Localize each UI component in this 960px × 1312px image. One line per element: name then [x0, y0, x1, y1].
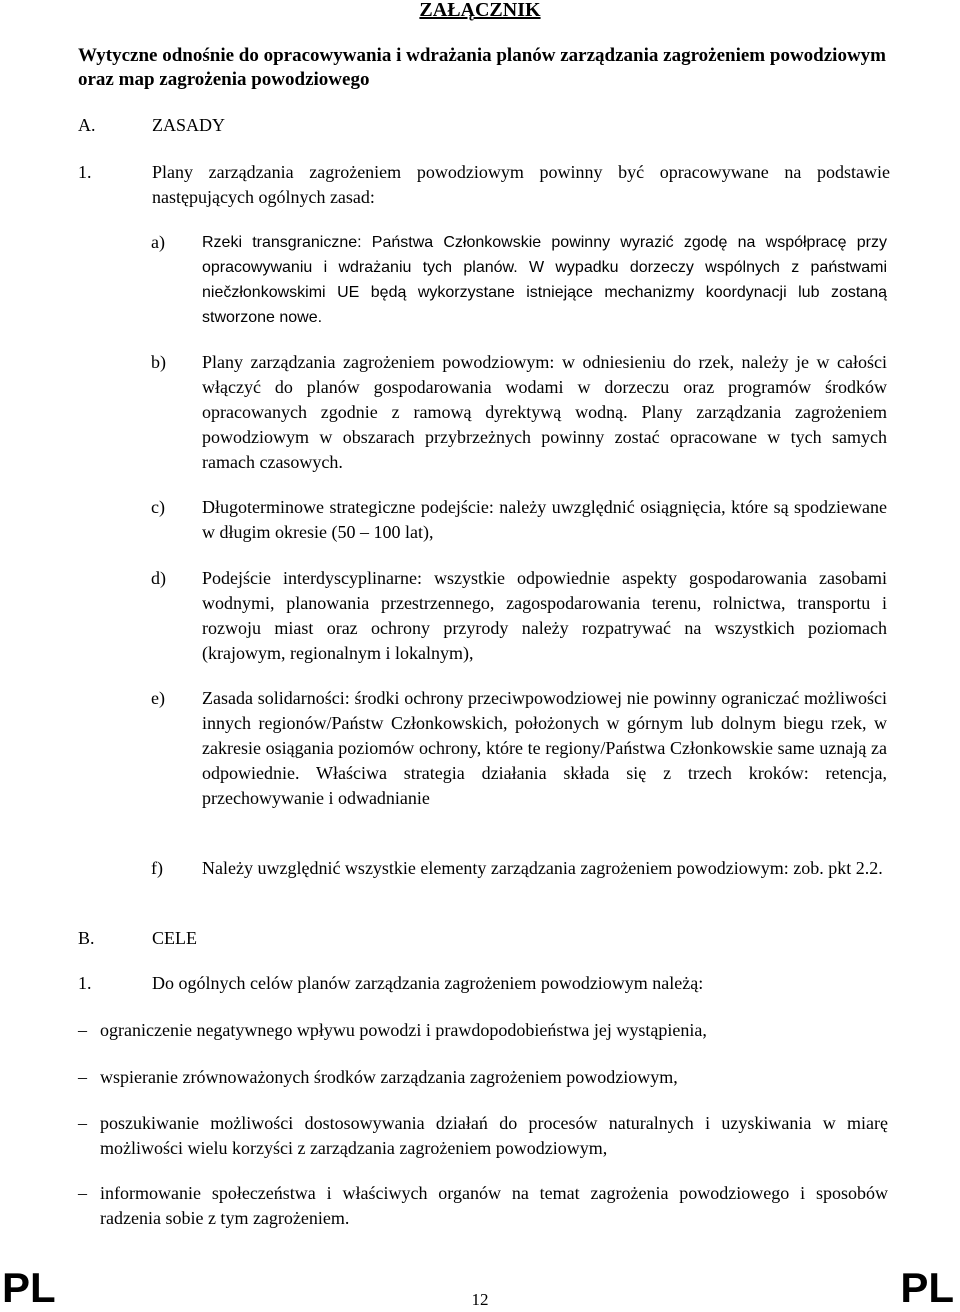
list-item-label: f): [151, 858, 163, 878]
language-code-left: PL: [2, 1264, 56, 1311]
bullet-text: informowanie społeczeństwa i właściwych organów na temat zagrożenia powodziowego i sposobów radzenia sobie z tym zagrożeniem.: [100, 1183, 888, 1228]
list-item-e: [151, 686, 887, 811]
list-item-b: [151, 350, 887, 475]
bullet-item: [78, 1065, 888, 1090]
list-item-text: Rzeki transgraniczne: Państwa Członkowskie powinny wyrazić zgodę na współpracę przy opracowywaniu i wdrażaniu tych planów. W wypadku dorzeczy wspólnych z państwami niečzłonkowskimi UE będą wykorzystane istniejące mechanizmy koordynacji lub zostaną stworzone nowe.: [202, 234, 887, 326]
dash-icon: –: [78, 1020, 87, 1040]
list-item-label: c): [151, 497, 165, 517]
point-a1-label: 1.: [78, 162, 92, 182]
dash-icon: –: [78, 1183, 87, 1203]
list-item-c: [151, 495, 887, 545]
annex-heading: ZAŁĄCZNIK: [419, 0, 541, 21]
point-b1-label: 1.: [78, 973, 92, 993]
section-a-label: A.: [78, 115, 96, 135]
language-code-right: PL: [900, 1264, 954, 1311]
list-item-label: e): [151, 688, 165, 708]
section-a-title: ZASADY: [152, 115, 226, 135]
list-item-text: Długoterminowe strategiczne podejście: należy uwzględnić osiągnięcia, które są spodziewane w długim okresie (50 – 100 lat),: [202, 497, 887, 542]
list-item-label: b): [151, 352, 166, 372]
list-item-label: a): [151, 232, 165, 252]
list-item-d: [151, 566, 887, 666]
list-item-f: [151, 856, 887, 881]
list-item-text: Plany zarządzania zagrożeniem powodziowym: w odniesieniu do rzek, należy je w całości włączyć do planów gospodarowania wodami w dorzeczu oraz programów środków opracowanych zgodnie z ramową dyrektywą wodną. Plany zarządzania zagrożeniem powodziowym w obszarach przybrzeżnych powinny zostać opracowane w tych samych ramach czasowych.: [202, 352, 887, 472]
section-b-title: CELE: [152, 928, 197, 948]
point-b1: [78, 971, 890, 996]
list-item-text: Należy uwzględnić wszystkie elementy zarządzania zagrożeniem powodziowym: zob. pkt 2.2.: [202, 858, 883, 878]
bullet-text: wspieranie zrównoważonych środków zarządzania zagrożeniem powodziowym,: [100, 1067, 678, 1087]
dash-icon: –: [78, 1067, 87, 1087]
dash-icon: –: [78, 1113, 87, 1133]
bullet-text: ograniczenie negatywnego wpływu powodzi i prawdopodobieństwa jej wystąpienia,: [100, 1020, 707, 1040]
list-item-text: Podejście interdyscyplinarne: wszystkie odpowiednie aspekty gospodarowania zasobami wodnymi, planowania przestrzennego, zagospodarowania terenu, rolnictwa, transportu i rozwoju miast oraz ochrony przyrody należy rozpatrywać na wszystkich poziomach (krajowym, regionalnym i lokalnym),: [202, 568, 887, 663]
bullet-item: [78, 1018, 888, 1043]
list-item-text: Zasada solidarności: środki ochrony przeciwpowodziowej nie powinny ograniczać możliwości innych regionów/Państw Członkowskich, położonych w górnym lub dolnym biegu rzek, w zakresie osiągania poziomów ochrony, które te regiony/Państwa Członkowskie same uznają za odpowiednie. Właściwa strategia działania składa się z trzech kroków: retencja, przechowywanie i odwadnianie: [202, 688, 887, 808]
bullet-item: [78, 1111, 888, 1161]
bullet-text: poszukiwanie możliwości dostosowywania działań do procesów naturalnych i uzyskiwania w miarę możliwości wielu korzyści z zarządzania zagrożeniem powodziowym,: [100, 1113, 888, 1158]
page-number: 12: [471, 1290, 489, 1309]
list-item-a: [151, 230, 887, 330]
bullet-item: [78, 1181, 888, 1231]
list-item-label: d): [151, 568, 166, 588]
document-title: Wytyczne odnośnie do opracowywania i wdrażania planów zarządzania zagrożeniem powodziowym oraz map zagrożenia powodziowego: [78, 45, 887, 90]
point-b1-text: Do ogólnych celów planów zarządzania zagrożeniem powodziowym należą:: [152, 973, 704, 993]
section-b-label: B.: [78, 928, 95, 948]
point-a1-text: Plany zarządzania zagrożeniem powodziowym powinny być opracowywane na podstawie następujących ogólnych zasad:: [152, 162, 890, 207]
point-a1: [78, 160, 890, 210]
